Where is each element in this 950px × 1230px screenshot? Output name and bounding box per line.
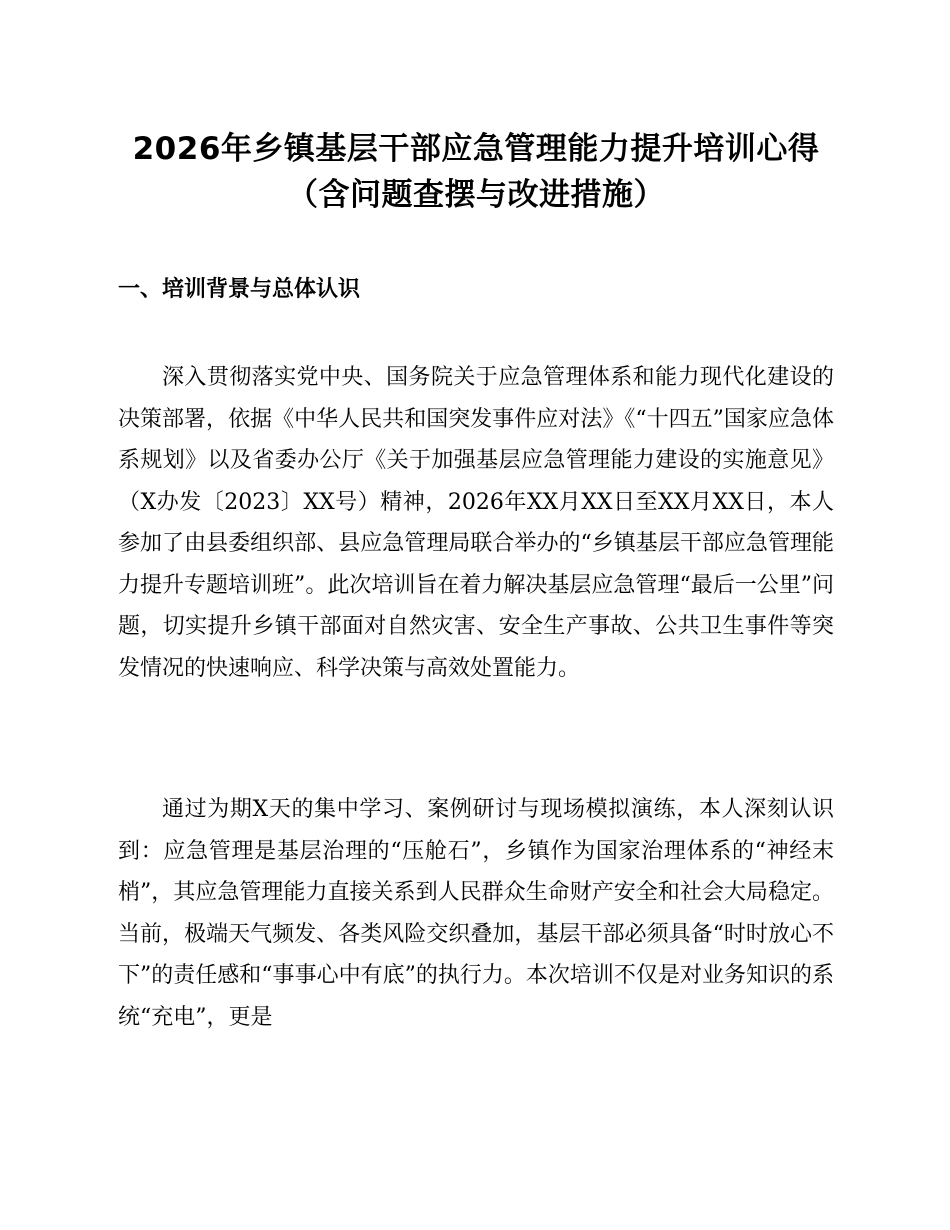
document-title: 2026年乡镇基层干部应急管理能力提升培训心得（含问题查摆与改进措施）: [132, 131, 820, 213]
body-paragraph: 通过为期X天的集中学习、案例研讨与现场模拟演练，本人深刻认识到：应急管理是基层治理的“压舱石”，乡镇作为国家治理体系的“神经末梢”，其应急管理能力直接关系到人民群众生命财产安全和社会大局稳定。当前，极端天气频发、各类风险交织叠加，基层干部必须具备“时时放心不下”的责任感和“事事心中有底”的执行力。本次培训不仅是对业务知识的系统“充电”，更是: [118, 797, 834, 1030]
body-paragraph: 深入贯彻落实党中央、国务院关于应急管理体系和能力现代化建设的决策部署，依据《中华人民共和国突发事件应对法》《“十四五”国家应急体系规划》以及省委办公厅《关于加强基层应急管理能力建设的实施意见》（X办发〔2023〕XX号）精神，2026年XX月XX日至XX月XX日，本人参加了由县委组织部、县应急管理局联合举办的“乡镇基层干部应急管理能力提升专题培训班”。此次培训旨在着力解决基层应急管理“最后一公里”问题，切实提升乡镇干部面对自然灾害、安全生产事故、公共卫生事件等突发情况的快速响应、科学决策与高效处置能力。: [118, 365, 834, 681]
section-heading: 一、培训背景与总体认识: [118, 277, 361, 302]
